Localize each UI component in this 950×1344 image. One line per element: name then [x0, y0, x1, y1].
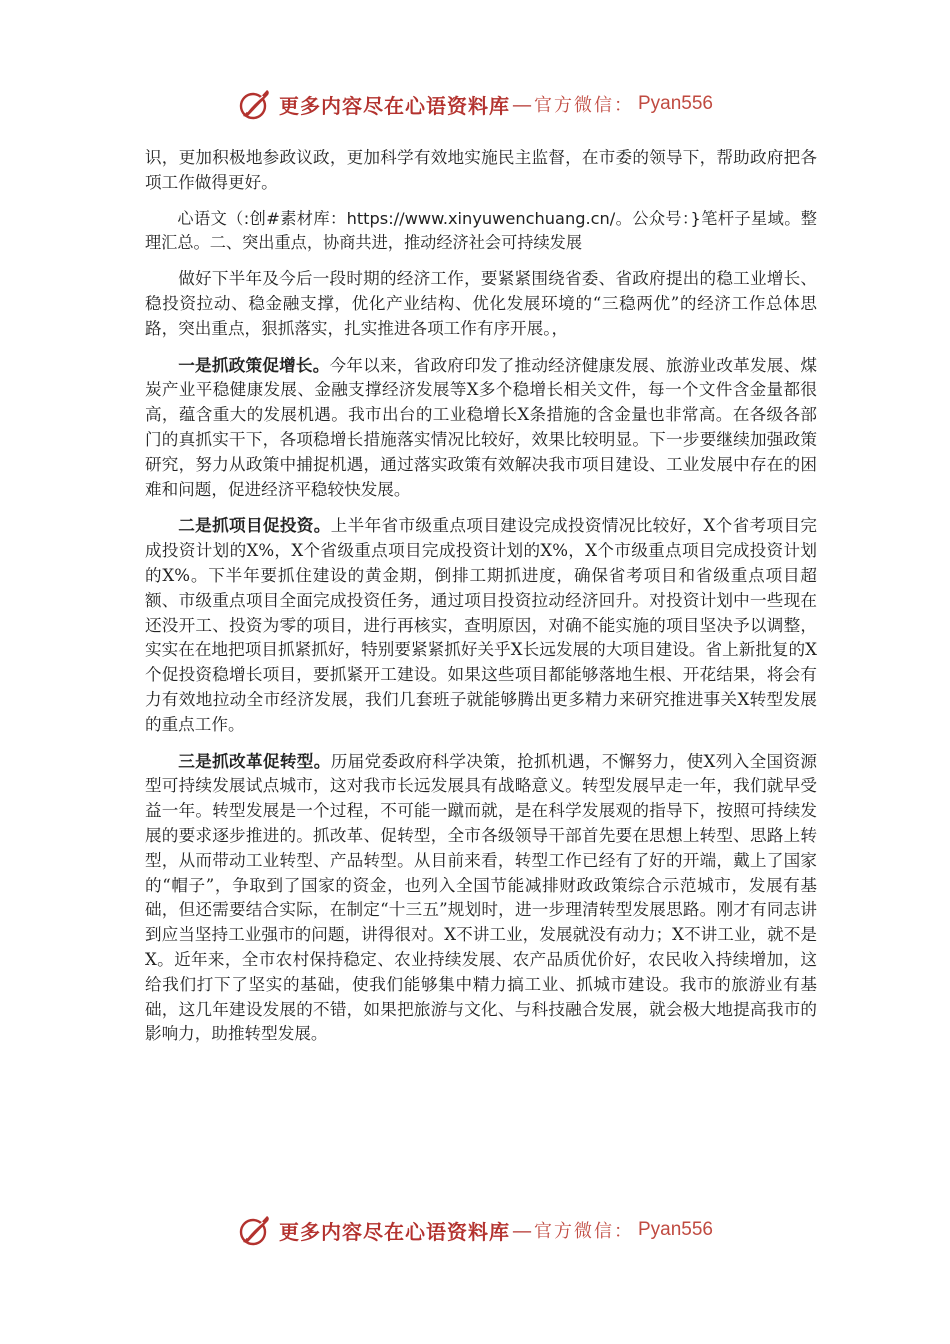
banner-wechat-id: Pyan556: [637, 1219, 713, 1240]
footer-banner: [0, 1210, 950, 1250]
lead-investment: 二是抓项目促投资。: [178, 515, 331, 536]
banner-separator: —: [511, 1218, 532, 1242]
paragraph-policy: [145, 353, 817, 503]
paragraph-investment: [145, 513, 817, 737]
lead-reform: 三是抓改革促转型。: [178, 750, 331, 771]
body-reform: 历届党委政府科学决策，抢抓机遇，不懈努力，使X列入全国资源型可持续发展试点城市，这对我市长远发展具有战略意义。转型发展早走一年，我们就早受益一年。转型发展是一个过程，不可能一蹴而就，是在科学发展观的指导下，按照可持续发展的要求逐步推进的。抓改革、促转型，全市各级领导干部首先要在思想上转型、思路上转型，从而带动工业转型、产品转型。从目前来看，转型工作已经有了好的开端，戴上了国家的“帽子”，争取到了国家的资金，也列入全国节能减排财政政策综合示范城市，发展有基础，但还需要结合实际，在制定“十三五”规划时，进一步理清转型发展思路。刚才有同志讲到应当坚持工业强市的问题，讲得很对。X不讲工业，发展就没有动力；X不讲工业，就不是X。近年来，全市农村保持稳定、农业持续发展、农产品质优价好，农民收入持续增加，这给我们打下了坚实的基础，使我们能够集中精力搞工业、抓城市建设。我市的旅游业有基础，这几年建设发展的不错，如果把旅游与文化、与科技融合发展，就会极大地提高我市的影响力，助推转型发展。: [145, 751, 818, 1044]
paragraph-continuation: 识，更加积极地参政议政，更加科学有效地实施民主监督，在市委的领导下，帮助政府把各项工作做得更好。: [145, 148, 817, 192]
banner-main-text: 更多内容尽在心语资料库: [278, 93, 510, 118]
body-investment: 上半年省市级重点项目建设完成投资情况比较好，X个省考项目完成投资计划的X%，X个省级重点项目完成投资计划的X%，X个市级重点项目完成投资计划的X%。下半年要抓住建设的黄金期，倒排工期抓进度，确保省考项目和省级重点项目超额、市级重点项目全面完成投资任务，通过项目投资拉动经济回升。对投资计划中一些现在还没开工、投资为零的项目，进行再核实，查明原因，对确不能实施的项目坚决予以调整，实实在在地把项目抓紧抓好，特别要紧紧抓好关乎X长远发展的大项目建设。省上新批复的X个促投资稳增长项目，要抓紧开工建设。如果这些项目都能够落地生根、开花结果，将会有力有效地拉动全市经济发展，我们几套班子就能够腾出更多精力来研究推进事关X转型发展的重点工作。: [145, 516, 818, 734]
paragraph-source-note: 心语文（:创#素材库：https://www.xinyuwenchuang.cn/。公众号：}笔杆子星域。整理汇总。二、突出重点，协商共进，推动经济社会可持续发展: [145, 208, 817, 253]
banner-wechat-label: 官方微信：: [533, 95, 634, 116]
banner-wechat-id: Pyan556: [637, 93, 713, 114]
document-body: [145, 146, 817, 1058]
banner-wechat-label: 官方微信：: [533, 1221, 634, 1242]
quill-logo-icon: [237, 1212, 273, 1248]
paragraph-reform: [145, 749, 817, 1048]
paragraph-intro: 做好下半年及今后一段时期的经济工作，要紧紧围绕省委、省政府提出的稳工业增长、稳投资拉动、稳金融支撑，优化产业结构、优化发展环境的“三稳两优”的经济工作总体思路，突出重点，狠抓落实，扎实推进各项工作有序开展。，: [145, 269, 817, 338]
banner-main-text: 更多内容尽在心语资料库: [278, 1219, 510, 1244]
lead-policy: 一是抓政策促增长。: [178, 354, 330, 375]
header-banner: [0, 84, 950, 124]
body-policy: 今年以来，省政府印发了推动经济健康发展、旅游业改革发展、煤炭产业平稳健康发展、金融支撑经济发展等X多个稳增长相关文件，每一个文件含金量都很高，蕴含重大的发展机遇。我市出台的工业稳增长X条措施的含金量也非常高。在各级各部门的真抓实干下，各项稳增长措施落实情况比较好，效果比较明显。下一步要继续加强政策研究，努力从政策中捕捉机遇，通过落实政策有效解决我市项目建设、工业发展中存在的困难和问题，促进经济平稳较快发展。: [145, 355, 818, 499]
quill-logo-icon: [237, 86, 273, 122]
banner-separator: —: [511, 92, 532, 116]
